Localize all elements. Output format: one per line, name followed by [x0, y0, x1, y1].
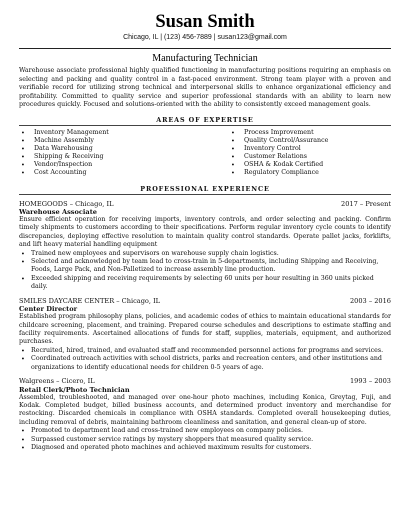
job-title: Retail Clerk/Photo Technician — [19, 385, 130, 394]
resume-page — [0, 12, 407, 524]
job-title: Center Director — [19, 305, 78, 314]
job-description: Assembled, troubleshooted, and managed over one-hour photo machines, including Konica, Greytag, Fuji, and Kodak. Completed budget, billed business accounts, and determined product inventory and merchandise for restocking. Discarded chemicals in compliance with OSHA standards. Completed overall housekeeping duties, including removal of debris, maintaining bathroom cleanliness and sanitation, and general clean-up of store. — [19, 393, 391, 426]
job-dates: 1993 – 2003 — [349, 377, 391, 386]
job-employer: HOMEGOODS – Chicago, IL — [19, 199, 114, 208]
experience-heading — [19, 185, 391, 194]
job-achievements — [19, 427, 391, 452]
job-dates: 2003 – 2016 — [349, 296, 391, 305]
expertise-divider — [19, 125, 391, 126]
job-header — [19, 377, 391, 386]
achievement-item: • Trained new employees and supervisors on warehouse supply chain logistics. — [19, 250, 391, 258]
job-header — [19, 297, 391, 306]
achievement-item: • Diagnosed and operated photo machines and achieved maximum results for customers. — [19, 444, 391, 452]
job-employer: Walgreens – Cicero, IL — [19, 377, 95, 386]
experience-heading-label: PROFESSIONAL EXPERIENCE — [140, 184, 270, 193]
skill-item: • Machine Assembly — [21, 137, 181, 145]
skill-item: • Cost Accounting — [21, 169, 181, 177]
skill-item: • Data Warehousing — [21, 145, 181, 153]
expertise-list — [19, 129, 391, 178]
job-achievements — [19, 250, 391, 292]
header-divider — [19, 48, 391, 49]
job-description: Established program philosophy plans, policies, and academic codes of ethics to maintain educational standards for childcare screening, placement, and training. Prepared course schedules and descriptions to estimate staffing and facility requirements. Ascertained allocations of funds for staff, supplies, materials, equipment, and authorized purchases. — [19, 313, 391, 346]
job-description: Ensure efficient operation for receiving imports, inventory controls, and order selecting and packing. Confirm timely shipments to customers according to their specifications. Perform regular inventory cycle counts to identify discrepancies, deploying effective resolution to maintain quality control standards. Operate pallet jacks, forklifts, and lift heavy material handling equipment — [19, 216, 391, 249]
skill-item: • Inventory Management — [21, 129, 181, 137]
skill-item: • Regulatory Compliance — [231, 169, 391, 177]
job-entry — [19, 297, 391, 372]
summary-paragraph: Warehouse associate professional highly qualified functioning in manufacturing positions requiring an emphasis on selecting and packing and quality control in a fast-paced environment. Strong team player with a proven and verifiable record for utilizing strong technical and interpersonal skills to enhance organizational efficiency and profitability. Committed to quality service and superior professional standards with an ability to learn new procedures quickly. Focused and solutions-oriented with the ability to consistently exceed management goals. — [19, 67, 391, 109]
job-dates: 2017 – Present — [341, 199, 391, 208]
skill-item: • Vendor/Inspection — [21, 161, 181, 169]
job-entry — [19, 200, 391, 292]
expertise-heading-label: AREAS OF EXPERTISE — [156, 115, 254, 124]
skill-item: • Quality Control/Assurance — [231, 137, 391, 145]
achievement-item: • Surpassed customer service ratings by mystery shoppers that measured quality service. — [19, 436, 391, 444]
job-employer: SMILES DAYCARE CENTER – Chicago, IL — [19, 296, 161, 305]
candidate-name: Susan Smith — [155, 12, 255, 32]
job-entry — [19, 377, 391, 452]
skill-item: • Shipping & Receiving — [21, 153, 181, 161]
contact-line: Chicago, IL | (123) 456-7889 | susan123@gmail.com — [123, 34, 287, 41]
skill-item: • Inventory Control — [231, 145, 391, 153]
skill-item: • Process Improvement — [231, 129, 391, 137]
achievement-item: • Coordinated outreach activities with school districts, parks and recreation centers, and other institutions and organizations to identify educational needs for children 0-5 years of age. — [19, 355, 391, 372]
expertise-left-column — [19, 129, 181, 178]
achievement-item: • Exceeded shipping and receiving requirements by selecting 60 units per hour resulting in 360 units picked daily. — [19, 275, 391, 292]
experience-divider — [19, 194, 391, 195]
job-header — [19, 200, 391, 209]
achievement-item: • Promoted to department lead and cross-trained new employees on company policies. — [19, 427, 391, 435]
job-title: Warehouse Associate — [19, 208, 97, 217]
achievement-item: • Selected and acknowledged by team lead to cross-train in 5-departments, including Shipping and Receiving, Foods, Large Pack, and Non-Palletized to increase assembly line production. — [19, 258, 391, 275]
skill-item: • Customer Relations — [231, 153, 391, 161]
job-achievements — [19, 347, 391, 372]
expertise-heading — [19, 116, 391, 125]
achievement-item: • Recruited, hired, trained, and evaluated staff and recommended personnel actions for programs and services. — [19, 347, 391, 355]
skill-item: • OSHA & Kodak Certified — [231, 161, 391, 169]
resume-title: Manufacturing Technician — [152, 53, 258, 64]
expertise-right-column — [181, 129, 391, 178]
